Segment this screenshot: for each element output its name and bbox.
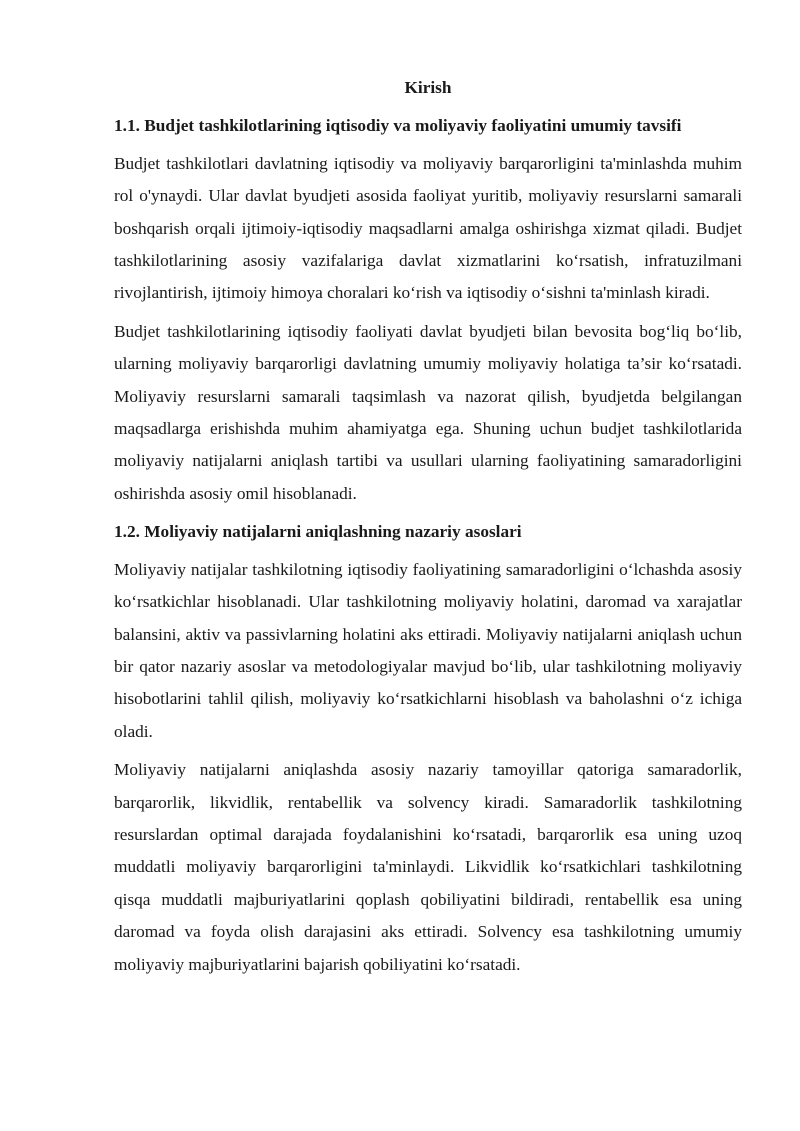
document-page	[114, 72, 742, 987]
paragraph-1-1-b: Budjet tashkilotlarining iqtisodiy faoliyati davlat byudjeti bilan bevosita bog‘liq bo‘lib, ularning moliyaviy barqarorligi davlatning umumiy moliyaviy holatiga ta’sir ko‘rsatadi. Moliyaviy resurslarni samarali taqsimlash va nazorat qilish, byudjetda belgilangan maqsadlarga erishishda muhim ahamiyatga ega. Shuning uchun budjet tashkilotlarida moliyaviy natijalarni aniqlash tartibi va usullari ularning faoliyatining samaradorligini oshirishda asosiy omil hisoblanadi.	[114, 321, 742, 503]
paragraph-1-2-a: Moliyaviy natijalar tashkilotning iqtisodiy faoliyatining samaradorligini o‘lchashda asosiy ko‘rsatkichlar hisoblanadi. Ular tashkilotning moliyaviy holatini, daromad va xarajatlar balansini, aktiv va passivlarning holatini aks ettiradi. Moliyaviy natijalarni aniqlash uchun bir qator nazariy asoslar va metodologiyalar mavjud bo‘lib, ular tashkilotning moliyaviy hisobotlarini tahlil qilish, moliyaviy ko‘rsatkichlarni hisoblash va baholashni o‘z ichiga oladi.	[114, 559, 742, 741]
section-heading-1-2: 1.2. Moliyaviy natijalarni aniqlashning nazariy asoslari	[114, 522, 522, 542]
paragraph-1-2-b: Moliyaviy natijalarni aniqlashda asosiy nazariy tamoyillar qatoriga samaradorlik, barqarorlik, likvidlik, rentabellik va solvency kiradi. Samaradorlik tashkilotning resurslardan optimal darajada foydalanishini ko‘rsatadi, barqarorlik esa uning uzoq muddatli moliyaviy barqarorligini ta'minlaydi. Likvidlik ko‘rsatkichlari tashkilotning qisqa muddatli majburiyatlarini qoplash qobiliyatini bildiradi, rentabellik esa uning daromad va foyda olish darajasini aks ettiradi. Solvency esa tashkilotning umumiy moliyaviy majburiyatlarini bajarish qobiliyatini ko‘rsatadi.	[114, 760, 742, 974]
section-heading-1-1: 1.1. Budjet tashkilotlarining iqtisodiy va moliyaviy faoliyatini umumiy tavsifi	[114, 116, 682, 136]
document-title: Kirish	[404, 78, 452, 97]
paragraph-1-1-a: Budjet tashkilotlari davlatning iqtisodiy va moliyaviy barqarorligini ta'minlashda muhim rol o'ynaydi. Ular davlat byudjeti asosida faoliyat yuritib, moliyaviy resurslarni samarali boshqarish orqali ijtimoiy-iqtisodiy maqsadlarni amalga oshirishga xizmat qiladi. Budjet tashkilotlarining asosiy vazifalariga davlat xizmatlarini ko‘rsatish, infratuzilmani rivojlantirish, ijtimoiy himoya choralari ko‘rish va iqtisodiy o‘sishni ta'minlash kiradi.	[114, 153, 742, 303]
